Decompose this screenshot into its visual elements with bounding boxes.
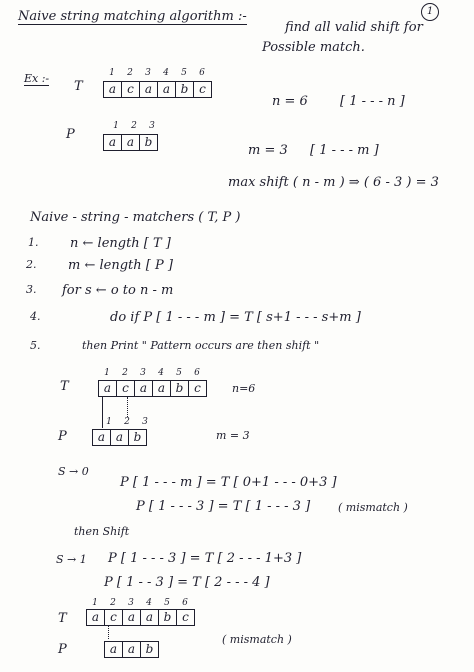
text-cell: a xyxy=(99,381,117,396)
text-index: 5 xyxy=(181,68,187,78)
text-indices xyxy=(103,68,211,78)
text-index: 6 xyxy=(182,598,188,608)
pattern-index: 3 xyxy=(142,417,148,427)
pattern-index: 2 xyxy=(131,121,137,131)
algo-num-2: 2. xyxy=(26,258,37,271)
text-cell: a xyxy=(123,610,141,625)
text-index: 3 xyxy=(128,598,134,608)
example-3-mismatch: ( mismatch ) xyxy=(222,633,292,646)
shift-1-line1: P [ 1 - - - 3 ] = T [ 2 - - - 1+3 ] xyxy=(108,551,302,566)
algo-line-3: for s ← o to n - m xyxy=(62,283,174,298)
text-label-2: T xyxy=(60,379,69,394)
text-cell: a xyxy=(87,610,105,625)
title-desc-line1: find all valid shift for xyxy=(285,20,423,35)
pattern-cell: b xyxy=(144,135,153,149)
pattern-indices xyxy=(107,121,161,131)
text-cell: c xyxy=(199,82,206,96)
then-shift: then Shift xyxy=(74,525,130,538)
text-label-3: T xyxy=(58,611,67,626)
shift-0-line2: P [ 1 - - - 3 ] = T [ 1 - - - 3 ] xyxy=(136,499,311,514)
pattern-index: 1 xyxy=(113,121,119,131)
algo-line-4: do if P [ 1 - - - m ] = T [ s+1 - - - s+m ] xyxy=(110,310,361,325)
algo-line-5: then Print " Pattern occurs are then shift " xyxy=(82,339,320,352)
pattern-cell: a xyxy=(111,430,129,445)
text-index: 6 xyxy=(199,68,205,78)
text-index: 6 xyxy=(194,368,200,378)
text-cell: c xyxy=(105,610,123,625)
text-array xyxy=(103,81,212,98)
text-array-3 xyxy=(86,609,195,626)
algo-line-2: m ← length [ P ] xyxy=(68,258,173,273)
text-index: 4 xyxy=(146,598,152,608)
text-cell: a xyxy=(141,610,159,625)
shift-0-mismatch: ( mismatch ) xyxy=(338,501,408,514)
text-index: 2 xyxy=(110,598,116,608)
text-index: 3 xyxy=(140,368,146,378)
shift-1-label: S → 1 xyxy=(56,553,87,566)
shift-1-line2: P [ 1 - - 3 ] = T [ 2 - - - 4 ] xyxy=(104,575,270,590)
text-index: 5 xyxy=(164,598,170,608)
text-cell: c xyxy=(182,610,189,624)
text-cell: a xyxy=(140,82,158,97)
pattern-indices-2 xyxy=(100,417,154,427)
n-expr-2: n=6 xyxy=(232,382,256,395)
max-shift: max shift ( n - m ) ⇒ ( 6 - 3 ) = 3 xyxy=(228,175,439,190)
text-cell: b xyxy=(159,610,177,625)
text-index: 4 xyxy=(163,68,169,78)
shift-0-label: S → 0 xyxy=(58,465,89,478)
text-index: 2 xyxy=(122,368,128,378)
text-index: 3 xyxy=(145,68,151,78)
pattern-label-2: P xyxy=(58,429,67,444)
text-cell: a xyxy=(135,381,153,396)
text-index: 2 xyxy=(127,68,133,78)
pattern-cell: a xyxy=(104,135,122,150)
pattern-cell: a xyxy=(123,642,141,657)
m-range: [ 1 - - - m ] xyxy=(310,143,379,158)
pattern-array-2 xyxy=(92,429,147,446)
text-cell: b xyxy=(171,381,189,396)
text-label: T xyxy=(74,79,83,94)
text-indices-2 xyxy=(98,368,206,378)
page-number: 1 xyxy=(421,3,439,21)
pattern-cell: b xyxy=(145,642,154,656)
pattern-cell: a xyxy=(122,135,140,150)
text-index: 1 xyxy=(109,68,115,78)
text-cell: c xyxy=(117,381,135,396)
pattern-index: 1 xyxy=(106,417,112,427)
example-label: Ex :- xyxy=(24,72,50,85)
text-cell: b xyxy=(176,82,194,97)
compare-marker xyxy=(127,397,128,417)
pattern-array xyxy=(103,134,158,151)
algo-header: Naive - string - matchers ( T, P ) xyxy=(30,210,241,225)
text-cell: c xyxy=(122,82,140,97)
title-desc-line2: Possible match. xyxy=(262,40,365,55)
m-expr-2: m = 3 xyxy=(216,429,250,442)
text-cell: c xyxy=(194,381,201,395)
text-index: 4 xyxy=(158,368,164,378)
algo-num-3: 3. xyxy=(26,283,37,296)
text-indices-3 xyxy=(86,598,194,608)
text-index: 1 xyxy=(92,598,98,608)
algo-num-1: 1. xyxy=(28,236,39,249)
algo-num-5: 5. xyxy=(30,339,41,352)
text-index: 1 xyxy=(104,368,110,378)
n-range: [ 1 - - - n ] xyxy=(340,94,405,109)
text-array-2 xyxy=(98,380,207,397)
pattern-index: 3 xyxy=(149,121,155,131)
pattern-array-3 xyxy=(104,641,159,658)
shift-0-line1: P [ 1 - - - m ] = T [ 0+1 - - - 0+3 ] xyxy=(120,475,337,490)
algo-num-4: 4. xyxy=(30,310,41,323)
pattern-index: 2 xyxy=(124,417,130,427)
pattern-cell: a xyxy=(93,430,111,445)
text-index: 5 xyxy=(176,368,182,378)
compare-marker-2 xyxy=(108,626,109,639)
n-expr: n = 6 xyxy=(272,94,308,109)
pattern-cell: a xyxy=(105,642,123,657)
algo-line-1: n ← length [ T ] xyxy=(70,236,171,251)
text-cell: a xyxy=(153,381,171,396)
m-expr: m = 3 xyxy=(248,143,288,158)
pattern-label: P xyxy=(66,127,75,142)
page-title: Naive string matching algorithm :- xyxy=(18,9,247,24)
pattern-label-3: P xyxy=(58,642,67,657)
text-cell: a xyxy=(158,82,176,97)
pattern-cell: b xyxy=(133,430,142,444)
text-cell: a xyxy=(104,82,122,97)
